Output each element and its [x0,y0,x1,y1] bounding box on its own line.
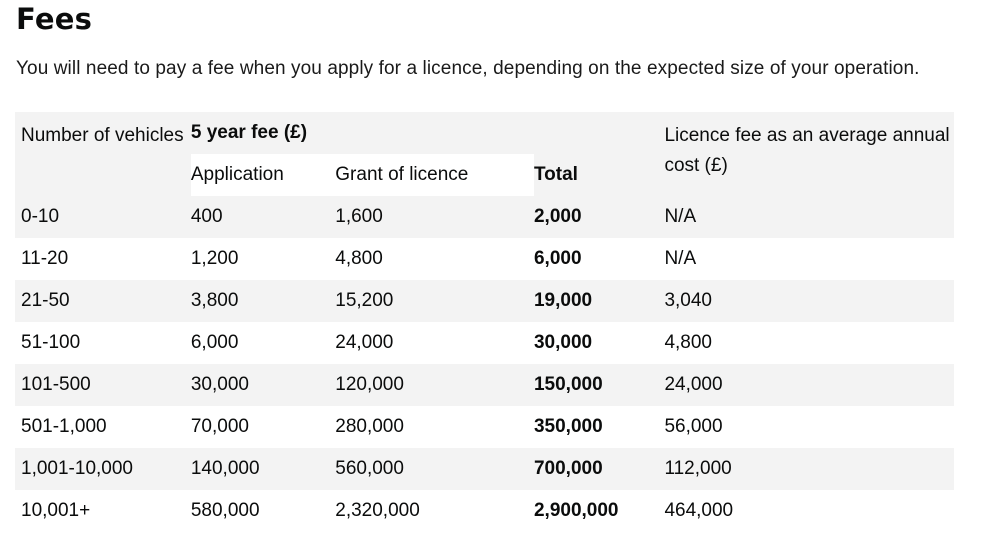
cell-application: 3,800 [191,280,335,322]
cell-application: 1,200 [190,248,239,269]
table-row [15,406,954,448]
cell-average: 4,800 [664,332,712,353]
cell-average: 3,040 [664,280,954,322]
cell-grant: 280,000 [335,416,404,437]
header-total: Total [534,154,664,196]
table-row [15,280,954,322]
cell-total: 350,000 [533,416,603,437]
cell-vehicles: 0-10 [15,196,191,238]
cell-total: 30,000 [533,332,593,353]
cell-vehicles: 11-20 [21,248,69,269]
cell-total: 19,000 [534,280,664,322]
header-number-of-vehicles: Number of vehicles [15,112,191,196]
cell-vehicles: 10,001+ [21,500,91,521]
cell-average: 112,000 [664,448,954,490]
fees-table-body [15,196,954,532]
header-application: Application [191,154,335,196]
cell-grant: 2,320,000 [335,500,420,521]
cell-application: 400 [191,196,335,238]
cell-average: 464,000 [664,500,734,521]
cell-average: 56,000 [664,416,723,437]
cell-grant: 4,800 [335,248,383,269]
table-row [15,238,954,280]
cell-grant: 1,600 [335,196,534,238]
cell-application: 6,000 [190,332,239,353]
table-row [15,196,954,238]
page-heading: Fees [16,2,93,36]
cell-vehicles: 101-500 [15,364,191,406]
header-five-year-fee: 5 year fee (£) [191,112,665,154]
cell-application: 70,000 [190,416,249,437]
cell-average: 24,000 [664,364,954,406]
cell-application: 30,000 [191,364,335,406]
cell-application: 140,000 [191,448,335,490]
cell-application: 580,000 [190,500,260,521]
cell-total: 2,900,000 [533,500,619,521]
cell-grant: 560,000 [335,448,534,490]
cell-total: 150,000 [534,364,664,406]
cell-average: N/A [664,196,954,238]
header-row-top [15,112,954,154]
cell-vehicles: 21-50 [15,280,191,322]
cell-grant: 15,200 [335,280,534,322]
cell-vehicles: 51-100 [21,332,81,353]
table-row [15,322,954,364]
table-row [15,364,954,406]
cell-vehicles: 501-1,000 [21,416,107,437]
cell-vehicles: 1,001-10,000 [15,448,191,490]
table-row [15,448,954,490]
header-grant-of-licence: Grant of licence [335,154,534,196]
cell-total: 700,000 [534,448,664,490]
cell-grant: 24,000 [335,332,394,353]
cell-grant: 120,000 [335,364,534,406]
header-average-annual-cost: Licence fee as an average annual cost (£) [664,112,954,196]
cell-total: 2,000 [534,196,664,238]
intro-paragraph: You will need to pay a fee when you apply for a licence, depending on the expected size of your operation. [16,58,920,79]
cell-total: 6,000 [533,248,582,269]
fees-table [15,112,954,532]
cell-average: N/A [664,248,697,269]
fees-table-head [15,112,954,196]
table-row [15,490,954,532]
